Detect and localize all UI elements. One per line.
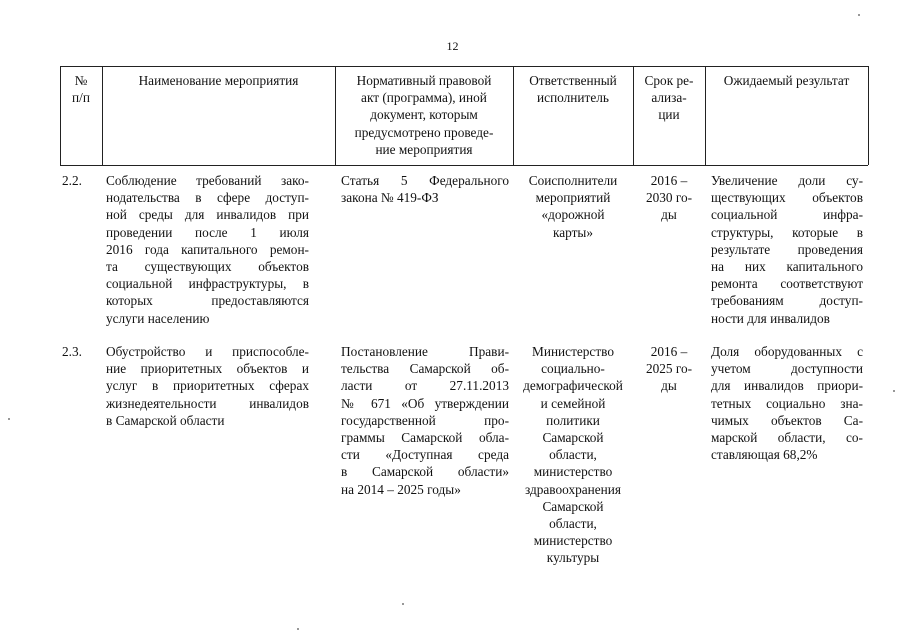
text-line: Постановление Прави- — [341, 344, 509, 359]
text-line: которых предоставляются — [106, 293, 309, 309]
text-line: социальной инфра- — [711, 207, 863, 223]
text-line: закона № 419-ФЗ — [341, 190, 439, 206]
row-2-3-executor: Министерство социально- демографической и семейной политики Самарской области, министерство здравоохранения Самарской области, министерство культуры — [523, 344, 623, 566]
text-line: результате проведения — [711, 241, 863, 257]
header-act: Нормативный правовой акт (программа), иной документ, которым предусмотрено проведе- ние мероприятия — [354, 73, 494, 157]
header-result: Ожидаемый результат — [723, 73, 850, 88]
text-line: ремонта соответствуют — [711, 276, 863, 292]
text-line: ние приоритетных объектов и — [106, 361, 309, 377]
row-2-3-result — [711, 343, 863, 463]
text-line: структуры, которые в — [711, 224, 863, 240]
text-line: № 671 «Об утверждении — [341, 395, 509, 411]
text-line: социальной инфраструктуры, в — [106, 276, 309, 292]
text-line: ставляющая 68,2% — [711, 447, 818, 463]
text-line: проведении после 1 июля — [106, 224, 309, 240]
text-line: 2016 года капитального ремон- — [106, 241, 309, 257]
text-line: Обустройство и приспособле- — [106, 344, 309, 359]
text-line: марской области, со- — [711, 430, 863, 446]
table-top-border — [60, 66, 868, 67]
text-line: тельства Самарской об- — [341, 361, 509, 377]
text-line: ности для инвалидов — [711, 310, 830, 326]
text-line: требованиям доступ- — [711, 293, 863, 309]
header-name: Наименование мероприятия — [138, 73, 299, 88]
row-2-3-num: 2.3. — [62, 344, 82, 359]
text-line: ласти от 27.11.2013 — [341, 378, 509, 394]
text-line: нодательства в сфере доступ- — [106, 190, 309, 206]
text-line: на них капитального — [711, 259, 863, 275]
scan-speck — [893, 390, 895, 392]
header-bottom-border — [60, 165, 868, 166]
text-line: учетом доступности — [711, 361, 863, 377]
scan-speck — [8, 418, 10, 420]
scan-speck — [297, 628, 299, 630]
text-line: Соблюдение требований зако- — [106, 173, 309, 188]
text-line: услуг в приоритетных сферах — [106, 378, 309, 394]
row-2-3-act — [341, 343, 509, 498]
text-line: на 2014 – 2025 годы» — [341, 481, 461, 497]
header-term: Срок ре- ализа- ции — [644, 73, 694, 123]
row-2-2-result — [711, 172, 863, 327]
scan-speck — [858, 14, 860, 16]
text-line: в Самарской области» — [341, 464, 509, 480]
column-divider — [868, 66, 869, 165]
header-num: № п/п — [72, 73, 90, 106]
text-line: ной среды для инвалидов при — [106, 207, 309, 223]
text-line: та существующих объектов — [106, 259, 309, 275]
text-line: Увеличение доли су- — [711, 173, 863, 188]
text-line: тетных социально зна- — [711, 395, 863, 411]
text-line: чимых объектов Са- — [711, 412, 863, 428]
row-2-2-act — [341, 172, 509, 206]
text-line: Статья 5 Федерального — [341, 173, 509, 188]
text-line: для инвалидов приори- — [711, 378, 863, 394]
text-line: граммы Самарской обла- — [341, 430, 509, 446]
scan-speck — [402, 603, 404, 605]
header-executor: Ответственный исполнитель — [529, 73, 617, 106]
row-2-3-name — [106, 343, 309, 429]
text-line: сти «Доступная среда — [341, 447, 509, 463]
row-2-2-executor: Соисполнители мероприятий «дорожной карты» — [528, 173, 618, 240]
text-line: жизнедеятельности инвалидов — [106, 395, 309, 411]
row-2-2-term: 2016 – 2030 го- ды — [645, 173, 693, 223]
text-line: ществующих объектов — [711, 190, 863, 206]
row-2-3-term: 2016 – 2025 го- ды — [645, 344, 693, 394]
text-line: Доля оборудованных с — [711, 344, 863, 359]
page-number: 12 — [446, 39, 459, 53]
text-line: услуги населению — [106, 310, 210, 326]
text-line: государственной про- — [341, 412, 509, 428]
row-2-2-num: 2.2. — [62, 173, 82, 188]
row-2-2-name — [106, 172, 309, 327]
text-line: в Самарской области — [106, 412, 225, 428]
